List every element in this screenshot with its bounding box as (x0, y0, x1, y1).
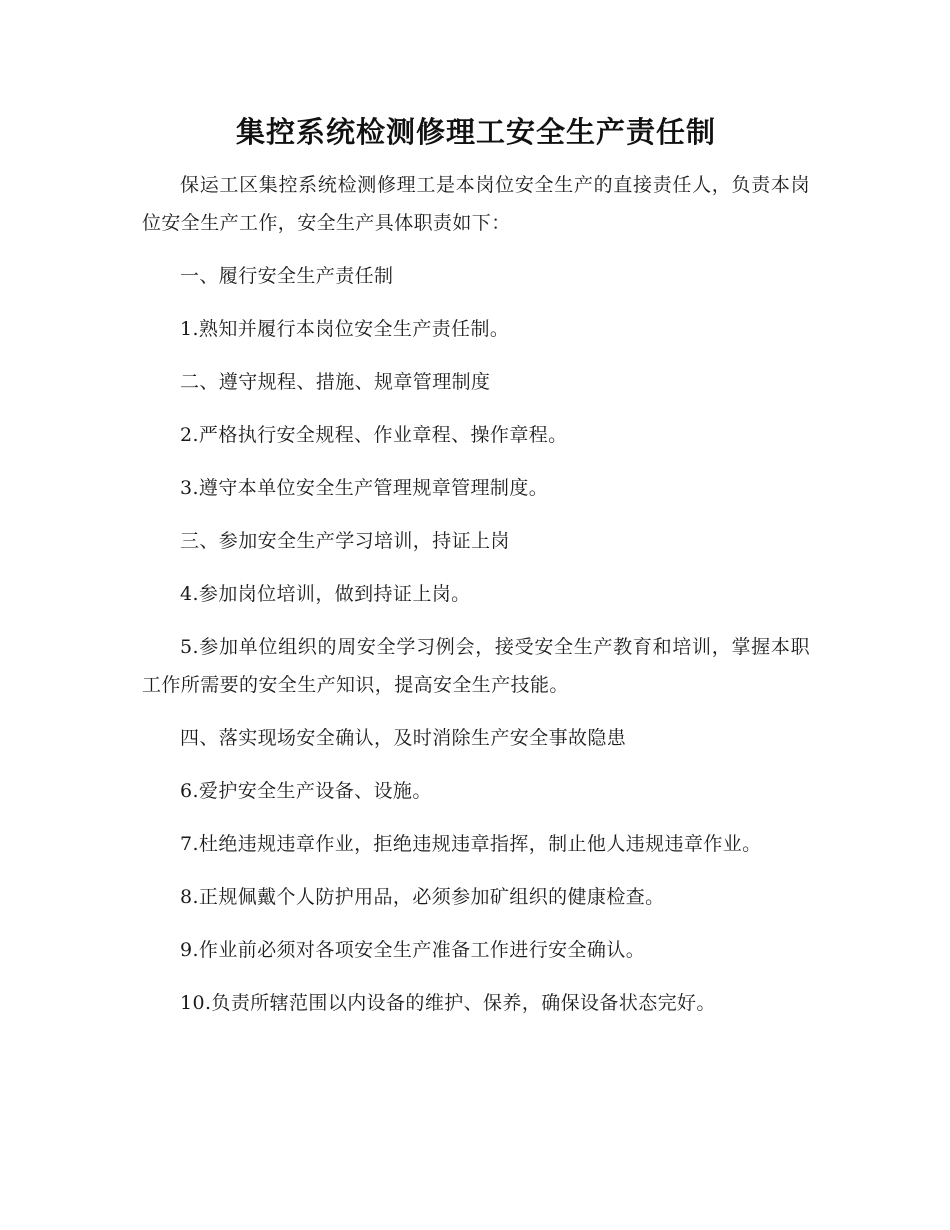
section-heading-3: 三、参加安全生产学习培训，持证上岗 (180, 530, 510, 552)
list-item-7: 7.杜绝违规违章作业，拒绝违规违章指挥，制止他人违规违章作业。 (180, 833, 762, 855)
document-page (142, 108, 810, 1022)
section-heading-1: 一、履行安全生产责任制 (180, 265, 394, 287)
list-item-8: 8.正规佩戴个人防护用品，必须参加矿组织的健康检查。 (180, 886, 665, 908)
list-item-3: 3.遵守本单位安全生产管理规章管理制度。 (180, 477, 549, 499)
list-item-10: 10.负责所辖范围以内设备的维护、保养，确保设备状态完好。 (180, 992, 716, 1014)
list-item-2: 2.严格执行安全规程、作业章程、操作章程。 (180, 424, 568, 446)
intro-paragraph: 保运工区集控系统检测修理工是本岗位安全生产的直接责任人，负责本岗位安全生产工作，安全生产具体职责如下： (142, 174, 810, 234)
list-item-6: 6.爱护安全生产设备、设施。 (180, 780, 432, 802)
list-item-1: 1.熟知并履行本岗位安全生产责任制。 (180, 318, 510, 340)
list-item-9: 9.作业前必须对各项安全生产准备工作进行安全确认。 (180, 939, 646, 961)
section-heading-4: 四、落实现场安全确认，及时消除生产安全事故隐患 (180, 727, 627, 749)
list-item-5: 5.参加单位组织的周安全学习例会，接受安全生产教育和培训，掌握本职工作所需要的安全生产知识，提高安全生产技能。 (142, 636, 810, 696)
document-title: 集控系统检测修理工安全生产责任制 (235, 115, 716, 149)
section-heading-2: 二、遵守规程、措施、规章管理制度 (180, 371, 491, 393)
list-item-4: 4.参加岗位培训，做到持证上岗。 (180, 583, 471, 605)
